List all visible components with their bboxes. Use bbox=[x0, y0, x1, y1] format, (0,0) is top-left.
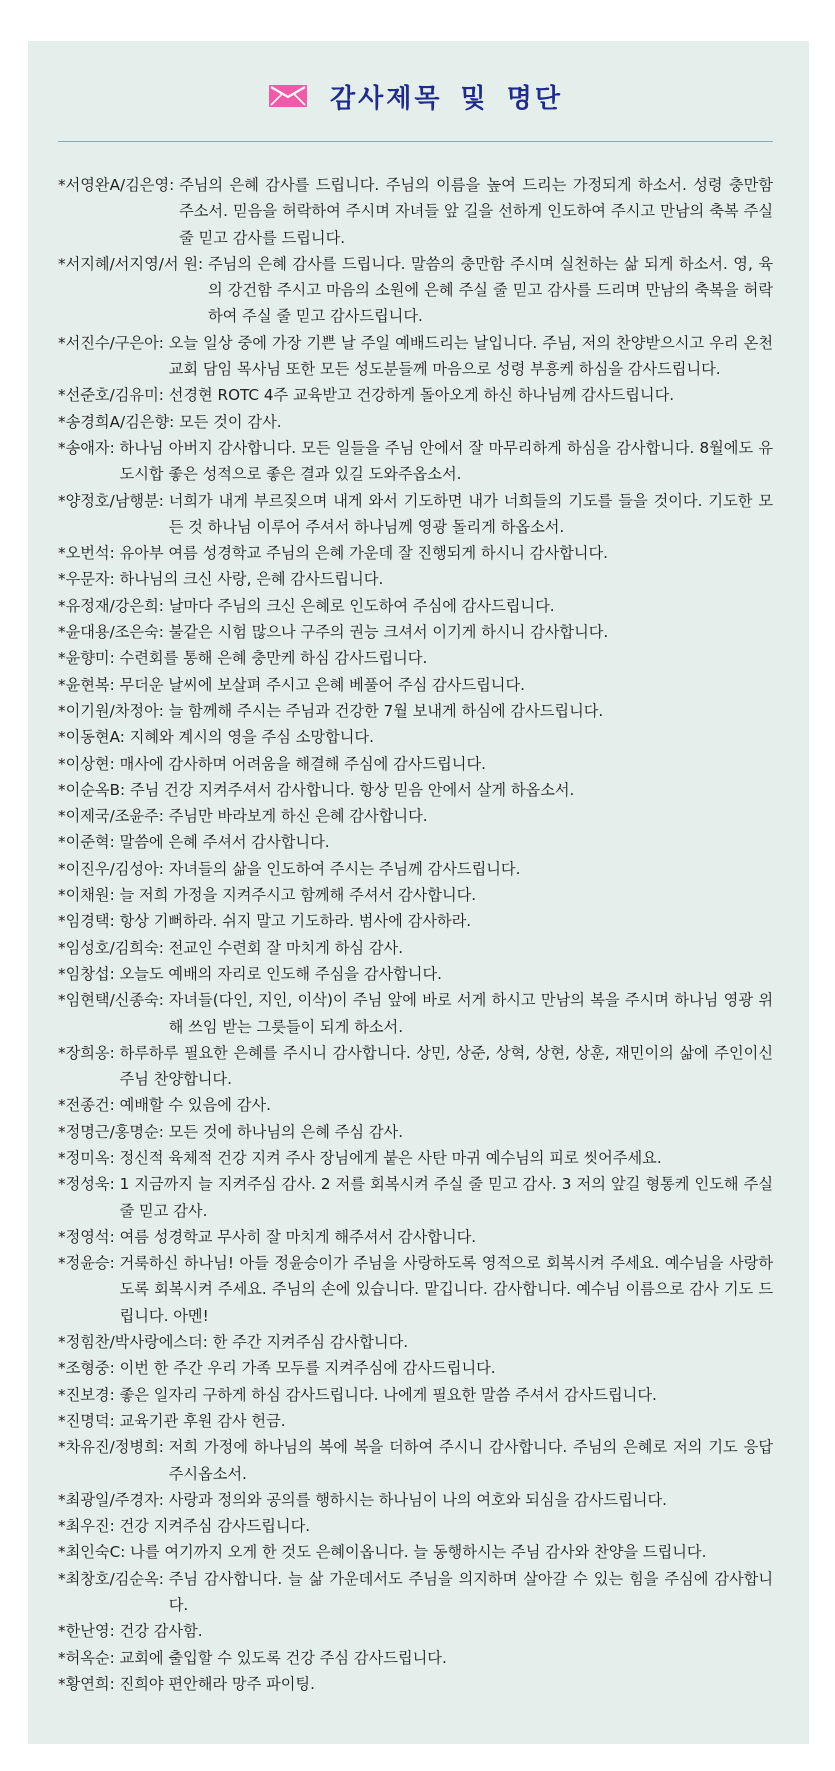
list-item bbox=[58, 935, 773, 961]
entry-name: *윤현복: bbox=[58, 675, 115, 694]
entry-name: *임창섭: bbox=[58, 964, 115, 983]
list-item bbox=[58, 566, 773, 592]
entry-text: 저희 가정에 하나님의 복에 복을 더하여 주시니 감사합니다. 주님의 은혜로 저의 기도 응답 주시옵소서. bbox=[168, 1438, 773, 1483]
list-item bbox=[58, 1513, 773, 1539]
entry-text: 선경현 ROTC 4주 교육받고 건강하게 돌아오게 하신 하나님께 감사드립니다. bbox=[168, 386, 675, 405]
list-item bbox=[58, 751, 773, 777]
entry-name: *조형중: bbox=[58, 1359, 115, 1378]
entry-text: 무더운 날씨에 보살펴 주시고 은혜 베풀어 주심 감사드립니다. bbox=[119, 675, 525, 694]
list-item bbox=[58, 1040, 773, 1093]
entry-name: *진명덕: bbox=[58, 1411, 115, 1430]
entry-text: 나를 여기까지 오게 한 것도 은혜이옵니다. 늘 동행하시는 주님 감사와 찬양을 드립니다. bbox=[130, 1543, 707, 1562]
entry-text: 교회에 출입할 수 있도록 건강 주심 감사드립니다. bbox=[119, 1648, 447, 1667]
entry-name: *최광일/주경자: bbox=[58, 1490, 164, 1509]
entry-text: 수련회를 통해 은혜 충만케 하심 감사드립니다. bbox=[119, 649, 428, 668]
entry-text: 교육기관 후원 감사 헌금. bbox=[119, 1411, 286, 1430]
entry-text: 주님만 바라보게 하신 은혜 감사합니다. bbox=[168, 807, 428, 826]
entry-text: 정신적 육체적 건강 지켜 주사 장님에게 붙은 사탄 마귀 예수님의 피로 씻어주세요. bbox=[119, 1148, 662, 1167]
page-title: 감사제목 및 명단 bbox=[330, 83, 563, 114]
entry-name: *정영석: bbox=[58, 1227, 115, 1246]
list-item bbox=[58, 803, 773, 829]
entry-text: 모든 것이 감사. bbox=[179, 412, 282, 431]
list-item bbox=[58, 1671, 773, 1697]
entry-text: 이번 한 주간 우리 가족 모두를 지켜주심에 감사드립니다. bbox=[119, 1359, 496, 1378]
entry-text: 날마다 주님의 크신 은혜로 인도하여 주심에 감사드립니다. bbox=[168, 596, 555, 615]
entry-name: *이진우/김성아: bbox=[58, 859, 164, 878]
entry-text: 늘 저희 가정을 지켜주시고 함께해 주셔서 감사합니다. bbox=[119, 886, 477, 905]
entry-name: *정윤승: bbox=[58, 1254, 115, 1273]
list-item bbox=[58, 1434, 773, 1487]
list-item bbox=[58, 777, 773, 803]
entry-text: 하나님의 크신 사랑, 은혜 감사드립니다. bbox=[119, 570, 384, 589]
entry-name: *이동현A: bbox=[58, 728, 125, 747]
entry-name: *서영완A/김은영: bbox=[58, 176, 175, 194]
entry-text: 하루하루 필요한 은혜를 주시니 감사합니다. 상민, 상준, 상혁, 상현, 상훈, 재민이의 삶에 주인이신 주님 찬양합니다. bbox=[119, 1043, 773, 1089]
entry-text: 매사에 감사하며 어려움을 해결해 주심에 감사드립니다. bbox=[119, 754, 486, 773]
entry-name: *양정호/남행분: bbox=[58, 491, 164, 510]
entry-text: 건강 지켜주심 감사드립니다. bbox=[119, 1517, 311, 1536]
entry-name: *이상현: bbox=[58, 754, 115, 773]
list-item bbox=[58, 882, 773, 908]
entry-name: *윤대용/조은숙: bbox=[58, 623, 164, 642]
entry-text: 모든 것에 하나님의 은혜 주심 감사. bbox=[168, 1122, 404, 1141]
entry-name: *오번석: bbox=[58, 544, 115, 563]
entry-text: 주님의 은혜 감사를 드립니다. 말씀의 충만함 주시며 실천하는 삶 되게 하소서. 영, 육의 강건함 주시고 마음의 소원에 은혜 주실 줄 믿고 감사를 드리며 만남의 축복을 허락하여 주실 줄 믿고 감사드립니다. bbox=[207, 254, 773, 326]
entry-name: *이기원/차정아: bbox=[58, 701, 164, 720]
list-item bbox=[58, 593, 773, 619]
list-item bbox=[58, 829, 773, 855]
entry-name: *전종건: bbox=[58, 1096, 115, 1115]
list-item bbox=[58, 1355, 773, 1381]
list-item bbox=[58, 987, 773, 1040]
entry-name: *임현택/신종숙: bbox=[58, 991, 164, 1010]
list-item bbox=[58, 1539, 773, 1565]
entry-name: *최창호/김순옥: bbox=[58, 1569, 164, 1588]
entry-text: 늘 함께해 주시는 주님과 건강한 7월 보내게 하심에 감사드립니다. bbox=[168, 701, 604, 720]
list-item bbox=[58, 1224, 773, 1250]
entry-name: *황연희: bbox=[58, 1674, 115, 1693]
list-item bbox=[58, 1408, 773, 1434]
entry-text: 진희야 편안해라 망주 파이팅. bbox=[119, 1674, 315, 1693]
entry-text: 자녀들(다인, 지인, 이삭)이 주님 앞에 바로 서게 하시고 만남의 복을 주시며 하나님 영광 위해 쓰임 받는 그릇들이 되게 하소서. bbox=[168, 991, 773, 1036]
entry-name: *최인숙C: bbox=[58, 1543, 126, 1562]
entry-name: *장희옹: bbox=[58, 1043, 115, 1062]
entry-name: *이제국/조윤주: bbox=[58, 807, 164, 826]
entry-name: *송애자: bbox=[58, 438, 115, 457]
entry-name: *차유진/정병희: bbox=[58, 1438, 164, 1457]
entry-text: 건강 감사함. bbox=[119, 1622, 203, 1641]
entry-text: 너희가 내게 부르짖으며 내게 와서 기도하면 내가 너희들의 기도를 들을 것이다. 기도한 모든 것 하나님 이루어 주셔서 하나님께 영광 돌리게 하옵소서. bbox=[168, 491, 773, 536]
list-item bbox=[58, 409, 773, 435]
entry-name: *한난영: bbox=[58, 1622, 115, 1641]
header bbox=[58, 41, 773, 141]
entry-name: *임경택: bbox=[58, 912, 115, 931]
list-item bbox=[58, 1329, 773, 1355]
list-item bbox=[58, 488, 773, 541]
list-item bbox=[58, 1382, 773, 1408]
entry-name: *유정재/강은희: bbox=[58, 596, 164, 615]
entry-text: 한 주간 지켜주심 감사합니다. bbox=[212, 1333, 409, 1352]
list-item bbox=[58, 540, 773, 566]
list-item bbox=[58, 1250, 773, 1329]
prayer-list-panel bbox=[28, 41, 809, 1744]
list-item bbox=[58, 645, 773, 671]
entry-text: 지혜와 계시의 영을 주심 소망합니다. bbox=[129, 728, 374, 747]
entry-text: 오늘도 예배의 자리로 인도해 주심을 감사합니다. bbox=[119, 964, 442, 983]
entry-name: *임성호/김희숙: bbox=[58, 938, 164, 957]
list-item bbox=[58, 1618, 773, 1644]
entry-text: 주님 감사합니다. 늘 삶 가운데서도 주님을 의지하며 살아갈 수 있는 힘을 주심에 감사합니다. bbox=[168, 1569, 773, 1615]
list-item bbox=[58, 961, 773, 987]
entry-name: *진보경: bbox=[58, 1385, 115, 1404]
entry-text: 유아부 여름 성경학교 주님의 은혜 가운데 잘 진행되게 하시니 감사합니다. bbox=[119, 544, 608, 563]
entry-name: *이순옥B: bbox=[58, 780, 126, 799]
entry-text: 여름 성경학교 무사히 잘 마치게 해주셔서 감사합니다. bbox=[119, 1227, 477, 1246]
entry-text: 오늘 일상 중에 가장 기쁜 날 주일 예배드리는 날입니다. 주님, 저의 찬양받으시고 우리 온천교회 담임 목사님 또한 모든 성도분들께 마음으로 성령 부흥케 하심을 감사드립니다. bbox=[168, 333, 773, 379]
entry-name: *정성욱: bbox=[58, 1175, 115, 1194]
entry-name: *정미옥: bbox=[58, 1148, 115, 1167]
envelope-icon bbox=[268, 84, 308, 108]
list-item bbox=[58, 1092, 773, 1118]
list-item bbox=[58, 1145, 773, 1171]
list-item bbox=[58, 172, 773, 251]
entry-text: 사랑과 정의와 공의를 행하시는 하나님이 나의 여호와 되심을 감사드립니다. bbox=[168, 1490, 667, 1509]
list-item bbox=[58, 698, 773, 724]
entry-name: *이준혁: bbox=[58, 833, 115, 852]
entry-text: 예배할 수 있음에 감사. bbox=[119, 1096, 271, 1115]
list-item bbox=[58, 908, 773, 934]
list-item bbox=[58, 330, 773, 383]
divider bbox=[58, 141, 773, 142]
entries-list bbox=[58, 172, 773, 1697]
list-item bbox=[58, 856, 773, 882]
entry-name: *윤향미: bbox=[58, 649, 115, 668]
list-item bbox=[58, 672, 773, 698]
entry-name: *우문자: bbox=[58, 570, 115, 589]
list-item bbox=[58, 251, 773, 330]
entry-name: *정명근/홍명순: bbox=[58, 1122, 164, 1141]
entry-name: *서지혜/서지영/서 원: bbox=[58, 254, 204, 273]
entry-name: *최우진: bbox=[58, 1517, 115, 1536]
list-item bbox=[58, 724, 773, 750]
entry-text: 자녀들의 삶을 인도하여 주시는 주님께 감사드립니다. bbox=[168, 859, 521, 878]
entry-name: *정힘찬/박사랑에스더: bbox=[58, 1333, 208, 1352]
list-item bbox=[58, 619, 773, 645]
entry-text: 불같은 시험 많으나 구주의 권능 크셔서 이기게 하시니 감사합니다. bbox=[168, 623, 609, 642]
list-item bbox=[58, 435, 773, 488]
list-item bbox=[58, 1119, 773, 1145]
entry-text: 말씀에 은혜 주셔서 감사합니다. bbox=[119, 833, 330, 852]
entry-name: *서진수/구은아: bbox=[58, 333, 164, 352]
list-item bbox=[58, 1566, 773, 1619]
list-item bbox=[58, 1645, 773, 1671]
list-item bbox=[58, 1487, 773, 1513]
list-item bbox=[58, 1171, 773, 1224]
entry-text: 전교인 수련회 잘 마치게 하심 감사. bbox=[168, 938, 404, 957]
entry-text: 좋은 일자리 구하게 하심 감사드립니다. 나에게 필요한 말씀 주셔서 감사드립니다. bbox=[119, 1385, 657, 1404]
entry-text: 주님의 은혜 감사를 드립니다. 주님의 이름을 높여 드리는 가정되게 하소서. 성령 충만함 주소서. 믿음을 허락하여 주시며 자녀들 앞 길을 선하게 인도하여 주시고 만남의 축복 주실 줄 믿고 감사를 드립니다. bbox=[179, 176, 773, 247]
entry-text: 거룩하신 하나님! 아들 정윤승이가 주님을 사랑하도록 영적으로 회복시켜 주세요. 예수님을 사랑하도록 회복시켜 주세요. 주님의 손에 있습니다. 맡깁니다. 감사합니다. 예수님 이름으로 감사 기도 드립니다. 아멘! bbox=[119, 1254, 773, 1325]
list-item bbox=[58, 382, 773, 408]
entry-text: 주님 건강 지켜주셔서 감사합니다. 항상 믿음 안에서 살게 하옵소서. bbox=[129, 780, 575, 799]
entry-name: *이채원: bbox=[58, 886, 115, 905]
entry-text: 1 지금까지 늘 지켜주심 감사. 2 저를 회복시켜 주실 줄 믿고 감사. 3 저의 앞길 형통케 인도해 주실 줄 믿고 감사. bbox=[119, 1175, 773, 1220]
entry-name: *선준호/김유미: bbox=[58, 386, 164, 405]
entry-text: 하나님 아버지 감사합니다. 모든 일들을 주님 안에서 잘 마무리하게 하심을 감사합니다. 8월에도 유도시합 좋은 성적으로 좋은 결과 있길 도와주옵소서. bbox=[119, 438, 773, 484]
entry-text: 항상 기뻐하라. 쉬지 말고 기도하라. 범사에 감사하라. bbox=[119, 912, 472, 931]
entry-name: *허옥순: bbox=[58, 1648, 115, 1667]
entry-name: *송경희A/김은향: bbox=[58, 412, 175, 431]
